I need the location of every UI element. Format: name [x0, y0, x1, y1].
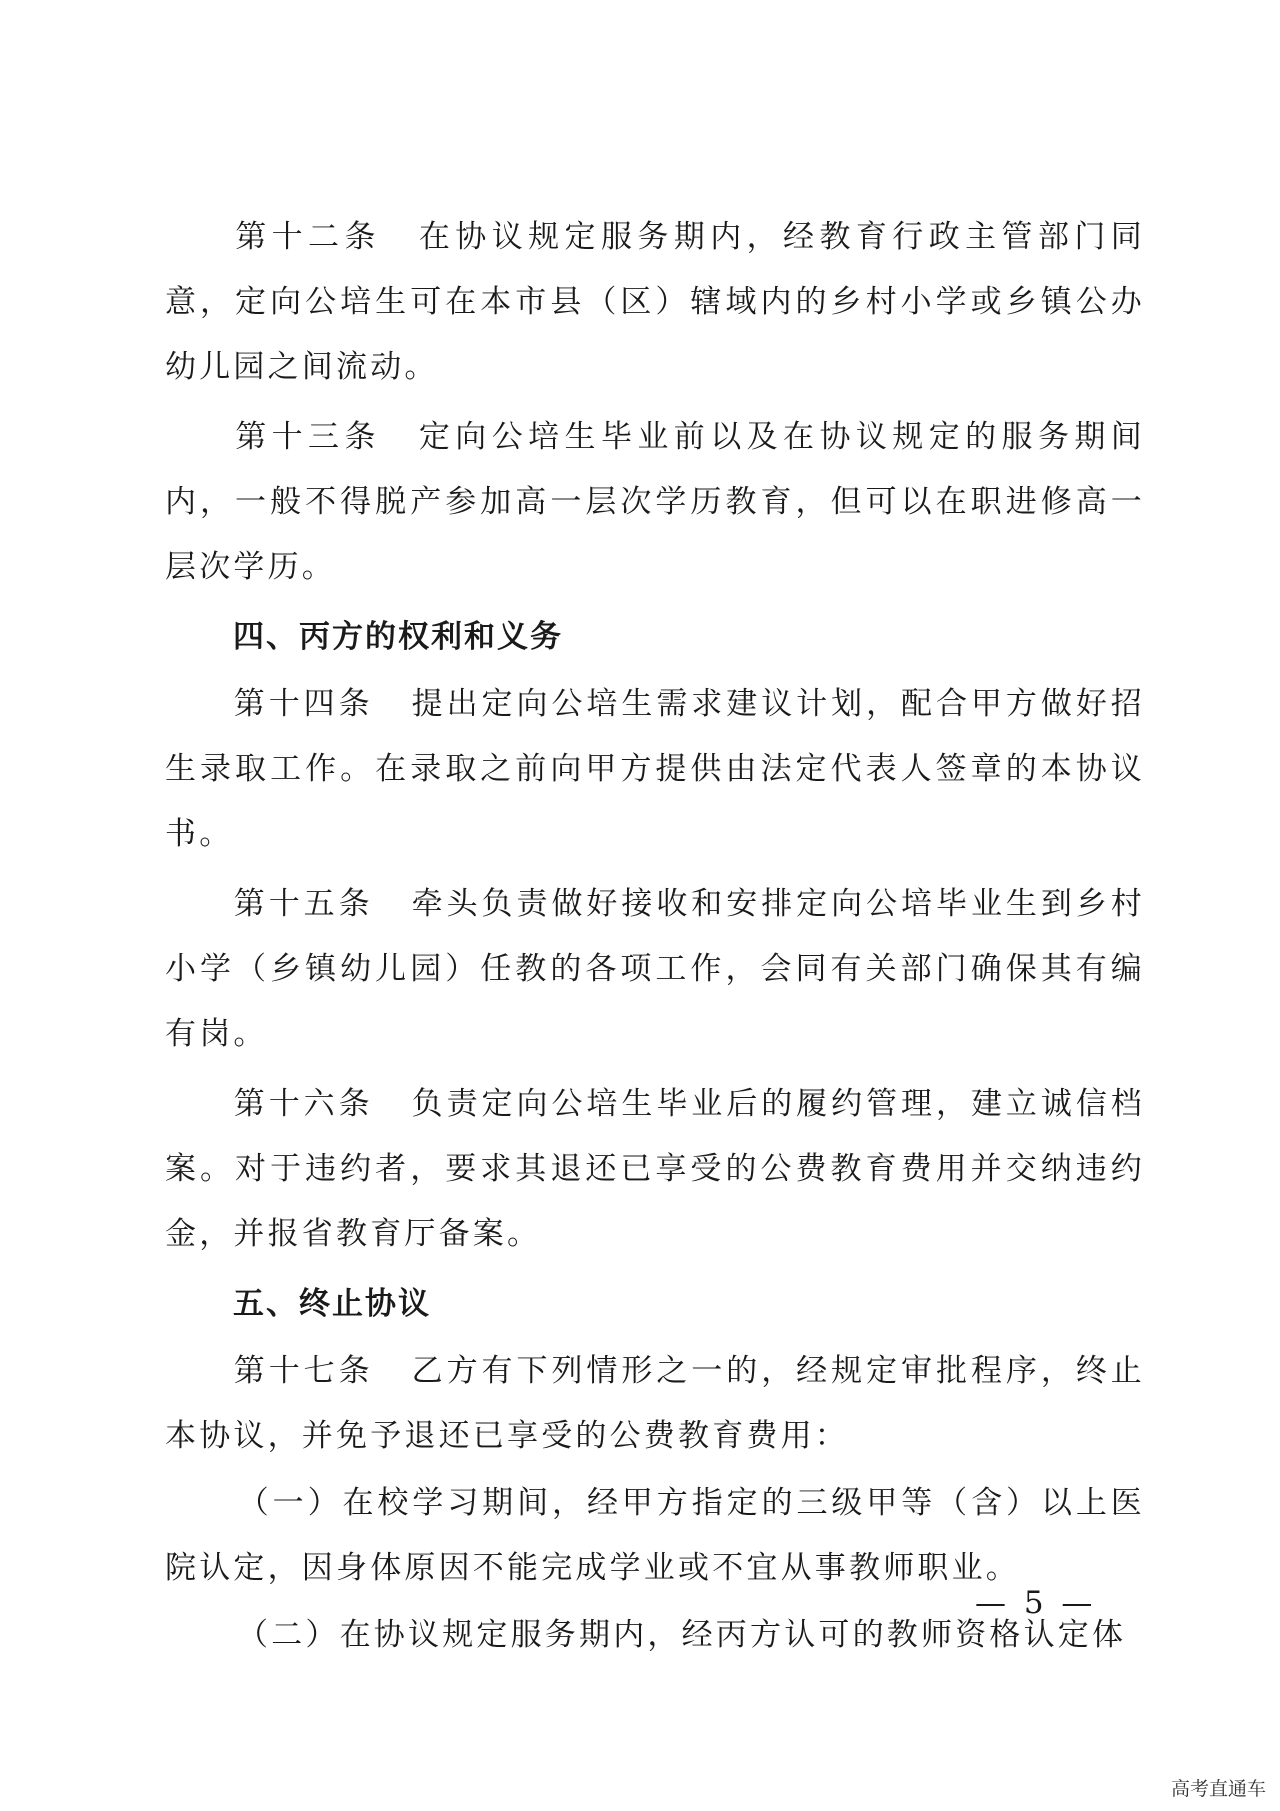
article-label: 第十六条	[233, 1086, 374, 1122]
article-text: 在协议规定服务期内，经教育行政主管部门同意，定向公培生可在本市县（区）辖域内的乡村小学或乡镇公办幼儿园之间流动。	[165, 219, 1145, 385]
article-text: 牵头负责做好接收和安排定向公培毕业生到乡村小学（乡镇幼儿园）任教的各项工作，会同有关部门确保其有编有岗。	[165, 886, 1145, 1052]
article-16	[165, 1072, 1145, 1267]
page-number: — 5 —	[975, 1585, 1097, 1621]
article-12	[165, 205, 1145, 400]
article-text: 定向公培生毕业前以及在协议规定的服务期间内，一般不得脱产参加高一层次学历教育，但可以在职进修高一层次学历。	[165, 419, 1145, 585]
article-14	[165, 672, 1145, 867]
section-heading-4: 四、丙方的权利和义务	[233, 619, 563, 655]
article-13	[165, 405, 1145, 600]
list-item-text: （二）在协议规定服务期内，经丙方认可的教师资格认定体	[237, 1617, 1127, 1653]
article-label: 第十七条	[233, 1353, 374, 1389]
list-item-text: （一）在校学习期间，经甲方指定的三级甲等（含）以上医院认定，因身体原因不能完成学业或不宜从事教师职业。	[165, 1485, 1145, 1586]
article-label: 第十五条	[233, 886, 374, 922]
document-body	[165, 205, 1145, 1668]
watermark-text: 高考直通车	[1170, 1778, 1266, 1800]
article-label: 第十二条	[233, 219, 381, 255]
article-label: 第十四条	[233, 686, 374, 722]
article-17	[165, 1339, 1145, 1469]
article-label: 第十三条	[233, 419, 381, 455]
list-item	[165, 1471, 1145, 1601]
article-text: 提出定向公培生需求建议计划，配合甲方做好招生录取工作。在录取之前向甲方提供由法定代表人签章的本协议书。	[165, 686, 1145, 852]
section-heading-5: 五、终止协议	[233, 1286, 431, 1322]
article-text: 负责定向公培生毕业后的履约管理，建立诚信档案。对于违约者，要求其退还已享受的公费教育费用并交纳违约金，并报省教育厅备案。	[165, 1086, 1145, 1252]
article-15	[165, 872, 1145, 1067]
article-text: 乙方有下列情形之一的，经规定审批程序，终止本协议，并免予退还已享受的公费教育费用：	[165, 1353, 1145, 1454]
